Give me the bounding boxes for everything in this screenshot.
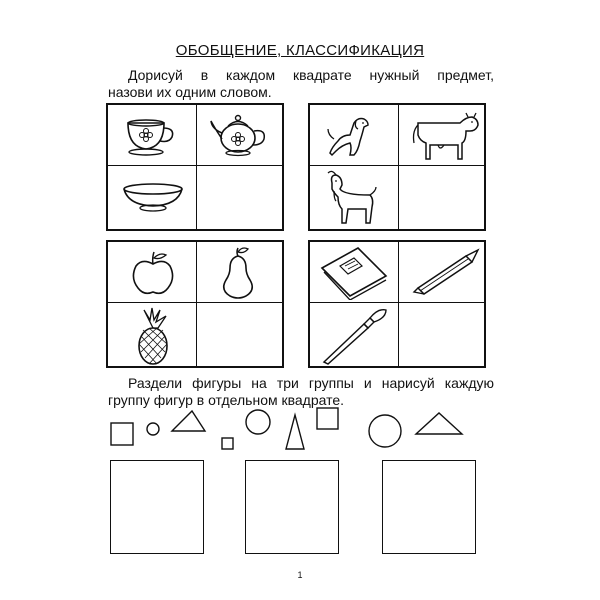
apple-icon bbox=[130, 250, 176, 298]
plate-icon bbox=[120, 181, 186, 215]
square-shape-medium bbox=[317, 408, 338, 429]
notebook-icon bbox=[318, 246, 392, 300]
task1-line2: назови их одним словом. bbox=[108, 84, 272, 100]
triangle-shape-small bbox=[172, 411, 205, 431]
task1-instruction bbox=[108, 67, 494, 101]
grid-divider bbox=[310, 165, 484, 166]
answer-box-2[interactable] bbox=[245, 460, 339, 554]
grid-divider bbox=[108, 165, 282, 166]
task2-line2: группу фигур в отдельном квадрате. bbox=[108, 392, 345, 408]
pineapple-icon bbox=[130, 306, 176, 366]
pencil-icon bbox=[408, 248, 482, 298]
pear-icon bbox=[216, 246, 262, 300]
circle-shape-small bbox=[147, 423, 159, 435]
grid-divider bbox=[398, 105, 399, 229]
answer-box-3[interactable] bbox=[382, 460, 476, 554]
square-shape-large bbox=[111, 423, 133, 445]
grid-divider bbox=[108, 302, 282, 303]
answer-box-1[interactable] bbox=[110, 460, 204, 554]
circle-shape-medium bbox=[246, 410, 270, 434]
teapot-icon bbox=[208, 111, 274, 159]
triangle-shape-wide bbox=[416, 413, 462, 434]
grid-school-supplies bbox=[308, 240, 486, 368]
cow-icon bbox=[408, 109, 482, 163]
cup-icon bbox=[122, 115, 184, 157]
goat-icon bbox=[324, 169, 380, 227]
grid-animals bbox=[308, 103, 486, 231]
task2-line1: Раздели фигуры на три группы и нарисуй каждую bbox=[128, 375, 494, 391]
grid-dishes bbox=[106, 103, 284, 231]
grid-divider bbox=[310, 302, 484, 303]
grid-divider bbox=[196, 242, 197, 366]
triangle-shape-tall bbox=[286, 415, 304, 449]
dog-icon bbox=[324, 113, 380, 159]
page-title: ОБОБЩЕНИЕ, КЛАССИФИКАЦИЯ bbox=[175, 42, 425, 59]
page-number: 1 bbox=[297, 570, 303, 580]
grid-fruits bbox=[106, 240, 284, 368]
task2-instruction bbox=[108, 375, 494, 409]
grid-divider bbox=[196, 105, 197, 229]
brush-icon bbox=[320, 306, 390, 366]
circle-shape-large bbox=[369, 415, 401, 447]
task1-line1: Дорисуй в каждом квадрате нужный предмет, bbox=[128, 67, 494, 83]
grid-divider bbox=[398, 242, 399, 366]
square-shape-small bbox=[222, 438, 233, 449]
shapes-row bbox=[100, 405, 500, 455]
